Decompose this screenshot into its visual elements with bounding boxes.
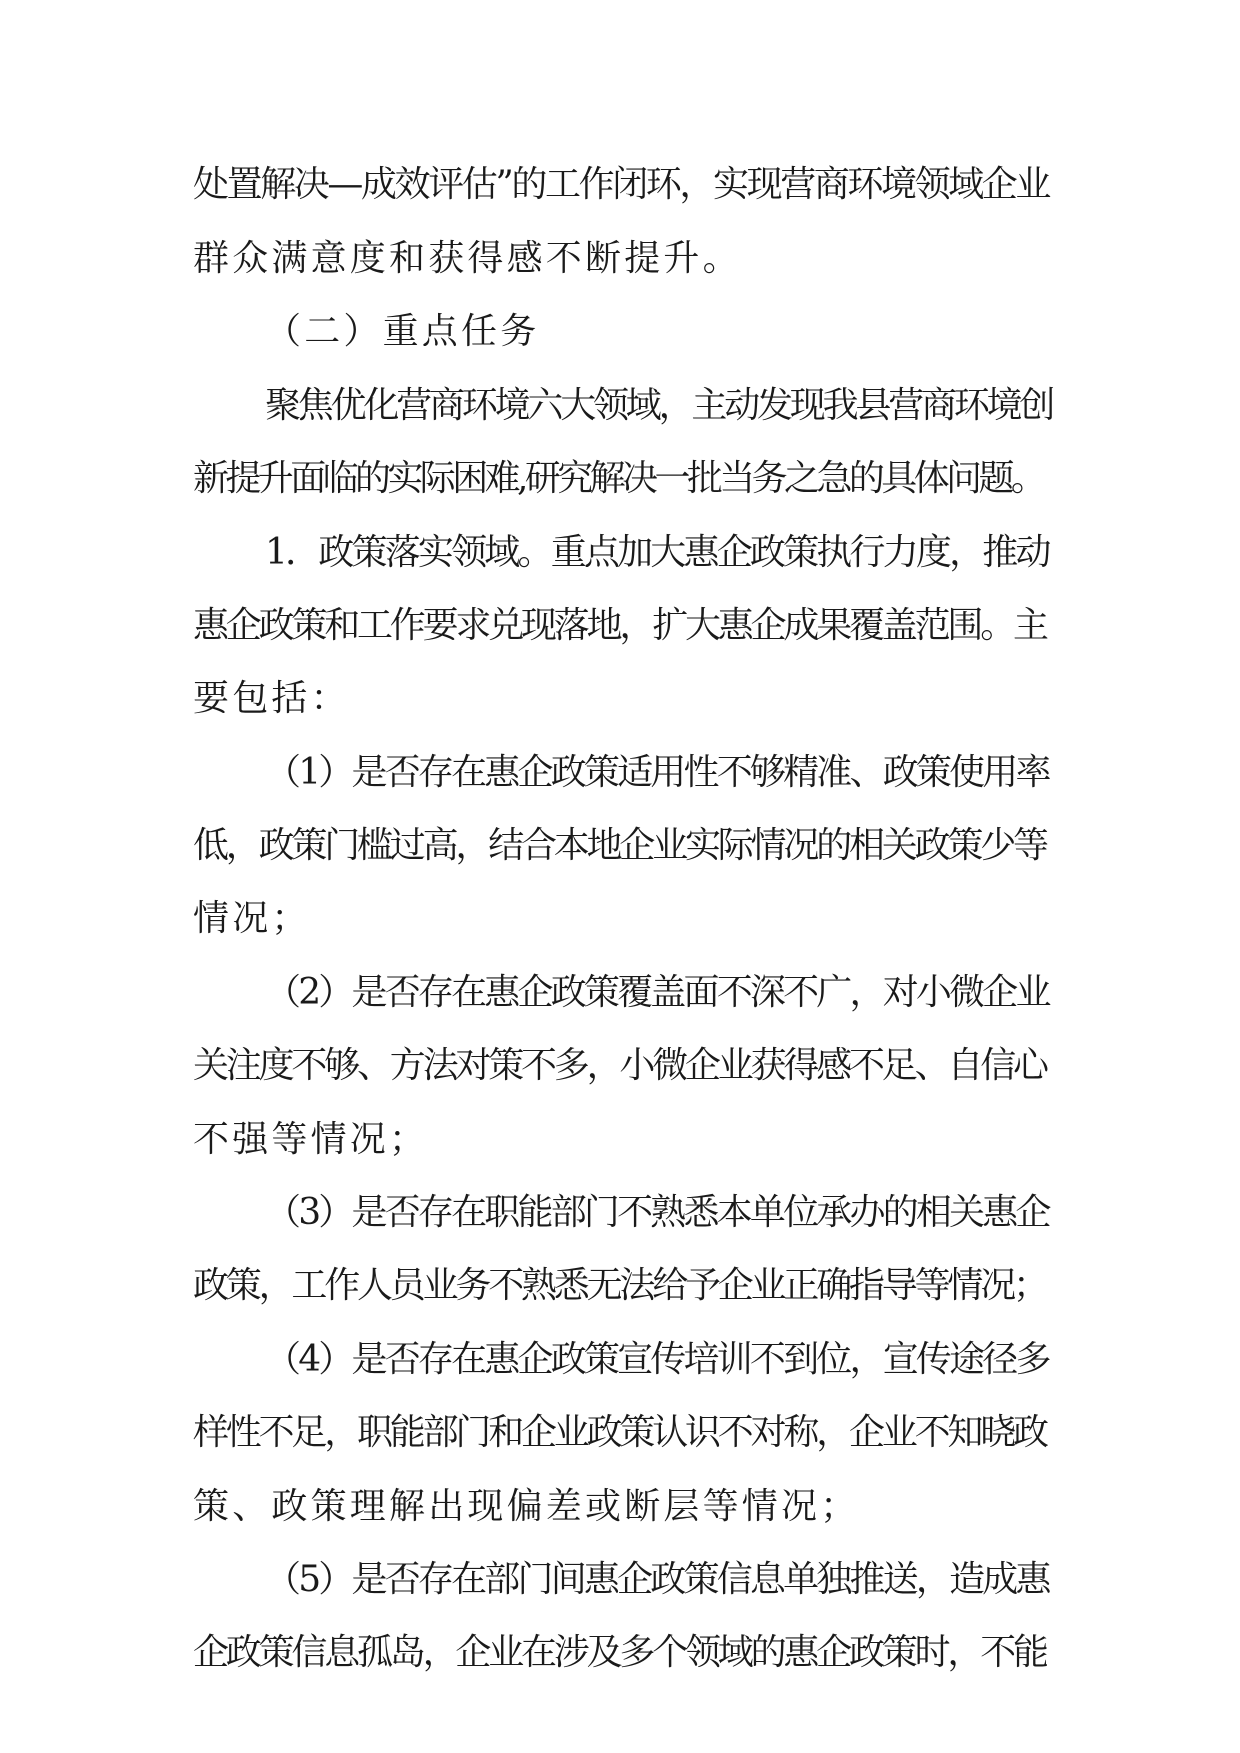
- text-line: 处置解决—成效评估”的工作闭环，实现营商环境领域企业: [193, 164, 1050, 205]
- text-line: 策、政策理解出现偏差或断层等情况；: [193, 1486, 860, 1527]
- text-line: 要包括：: [193, 678, 350, 719]
- text-line: （5）是否存在部门间惠企政策信息单独推送，造成惠: [265, 1559, 1049, 1600]
- text-line: 企政策信息孤岛，企业在涉及多个领域的惠企政策时，不能: [193, 1632, 1046, 1673]
- text-line: 群众满意度和获得感不断提升。: [193, 238, 742, 279]
- text-line: 情况；: [193, 898, 311, 939]
- text-line: 低，政策门槛过高，结合本地企业实际情况的相关政策少等: [193, 825, 1046, 866]
- text-line: 聚焦优化营商环境六大领域，主动发现我县营商环境创: [265, 385, 1053, 426]
- text-line: 关注度不够、方法对策不多，小微企业获得感不足、自信心: [193, 1045, 1046, 1086]
- section-heading: （二）重点任务: [265, 311, 540, 352]
- text-line: 1．政策落实领域。重点加大惠企政策执行力度，推动: [265, 532, 1049, 573]
- text-line: 惠企政策和工作要求兑现落地，扩大惠企成果覆盖范围。主: [193, 605, 1046, 646]
- text-line: 新提升面临的实际困难,研究解决一批当务之急的具体问题。: [193, 458, 1044, 499]
- text-line: 不强等情况；: [193, 1119, 429, 1160]
- text-line: （3）是否存在职能部门不熟悉本单位承办的相关惠企: [265, 1192, 1049, 1233]
- text-line: （4）是否存在惠企政策宣传培训不到位，宣传途径多: [265, 1339, 1049, 1380]
- text-line: （1）是否存在惠企政策适用性不够精准、政策使用率: [265, 752, 1049, 793]
- text-line: （2）是否存在惠企政策覆盖面不深不广，对小微企业: [265, 972, 1049, 1013]
- text-line: 样性不足，职能部门和企业政策认识不对称，企业不知晓政: [193, 1412, 1046, 1453]
- text-line: 政策，工作人员业务不熟悉无法给予企业正确指导等情况；: [193, 1265, 1046, 1306]
